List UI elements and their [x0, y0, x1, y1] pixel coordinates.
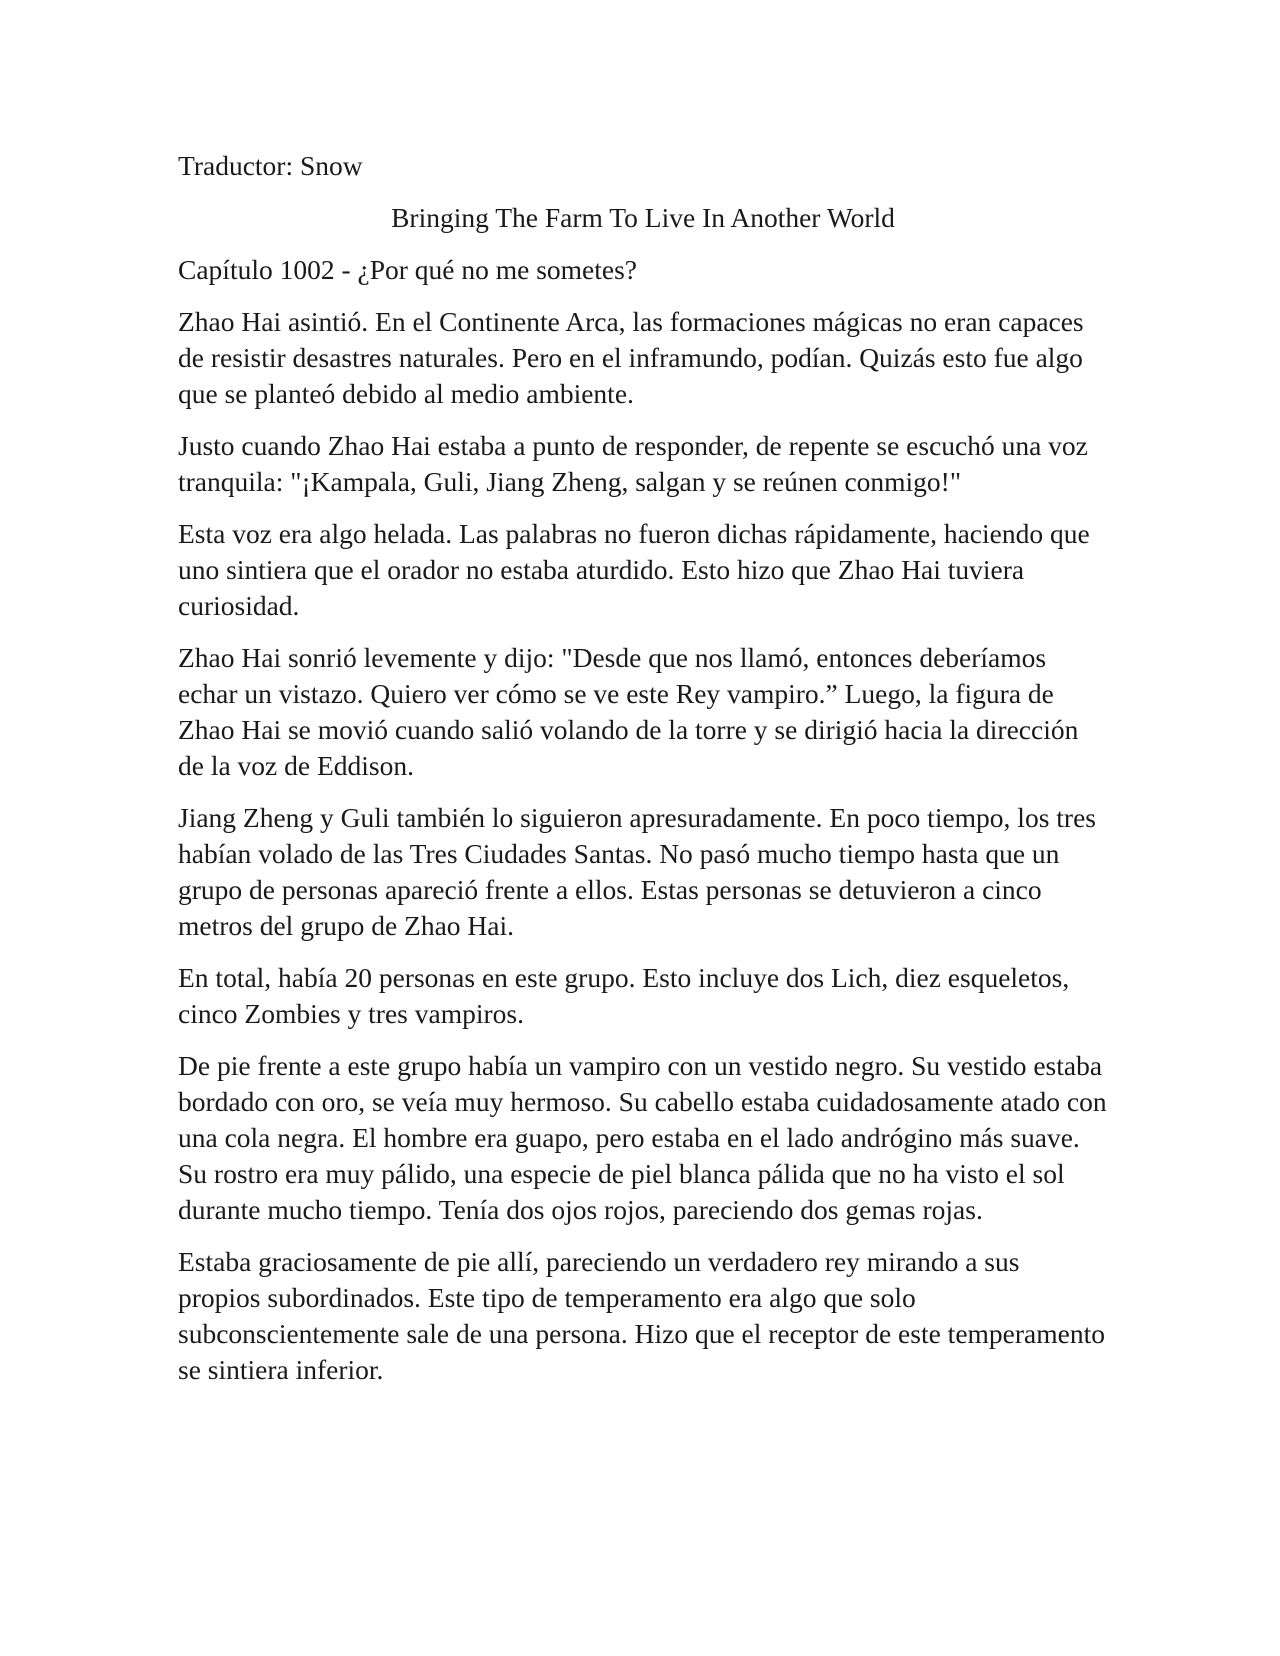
translator-credit: Traductor: Snow — [178, 150, 363, 181]
paragraph-1: Zhao Hai asintió. En el Continente Arca, las formaciones mágicas no eran capaces de resistir desastres naturales. Pero en el inframundo, podían. Quizás esto fue algo que se planteó debido al medio ambiente. — [178, 306, 1084, 409]
chapter-heading: Capítulo 1002 - ¿Por qué no me sometes? — [178, 254, 638, 285]
book-title: Bringing The Farm To Live In Another World — [391, 202, 895, 233]
paragraph-5: Jiang Zheng y Guli también lo siguieron apresuradamente. En poco tiempo, los tres habían volado de las Tres Ciudades Santas. No pasó mucho tiempo hasta que un grupo de personas apareció frente a ellos. Estas personas se detuvieron a cinco metros del grupo de Zhao Hai. — [178, 802, 1096, 941]
paragraph-7: De pie frente a este grupo había un vampiro con un vestido negro. Su vestido estaba bordado con oro, se veía muy hermoso. Su cabello estaba cuidadosamente atado con una cola negra. El hombre era guapo, pero estaba en el lado andrógino más suave. Su rostro era muy pálido, una especie de piel blanca pálida que no ha visto el sol durante mucho tiempo. Tenía dos ojos rojos, pareciendo dos gemas rojas. — [178, 1050, 1107, 1225]
paragraph-4: Zhao Hai sonrió levemente y dijo: "Desde que nos llamó, entonces deberíamos echar un vistazo. Quiero ver cómo se ve este Rey vampiro.” Luego, la figura de Zhao Hai se movió cuando salió volando de la torre y se dirigió hacia la dirección de la voz de Eddison. — [178, 642, 1079, 781]
paragraph-8: Estaba graciosamente de pie allí, pareciendo un verdadero rey mirando a sus propios subordinados. Este tipo de temperamento era algo que solo subconscientemente sale de una persona. Hizo que el receptor de este temperamento se sintiera inferior. — [178, 1246, 1105, 1385]
paragraph-2: Justo cuando Zhao Hai estaba a punto de responder, de repente se escuchó una voz tranquila: "¡Kampala, Guli, Jiang Zheng, salgan y se reúnen conmigo!" — [178, 430, 1088, 497]
paragraph-3: Esta voz era algo helada. Las palabras no fueron dichas rápidamente, haciendo que uno sintiera que el orador no estaba aturdido. Esto hizo que Zhao Hai tuviera curiosidad. — [178, 518, 1090, 621]
document-body — [178, 148, 1108, 1404]
paragraph-6: En total, había 20 personas en este grupo. Esto incluye dos Lich, diez esqueletos, cinco Zombies y tres vampiros. — [178, 962, 1070, 1029]
